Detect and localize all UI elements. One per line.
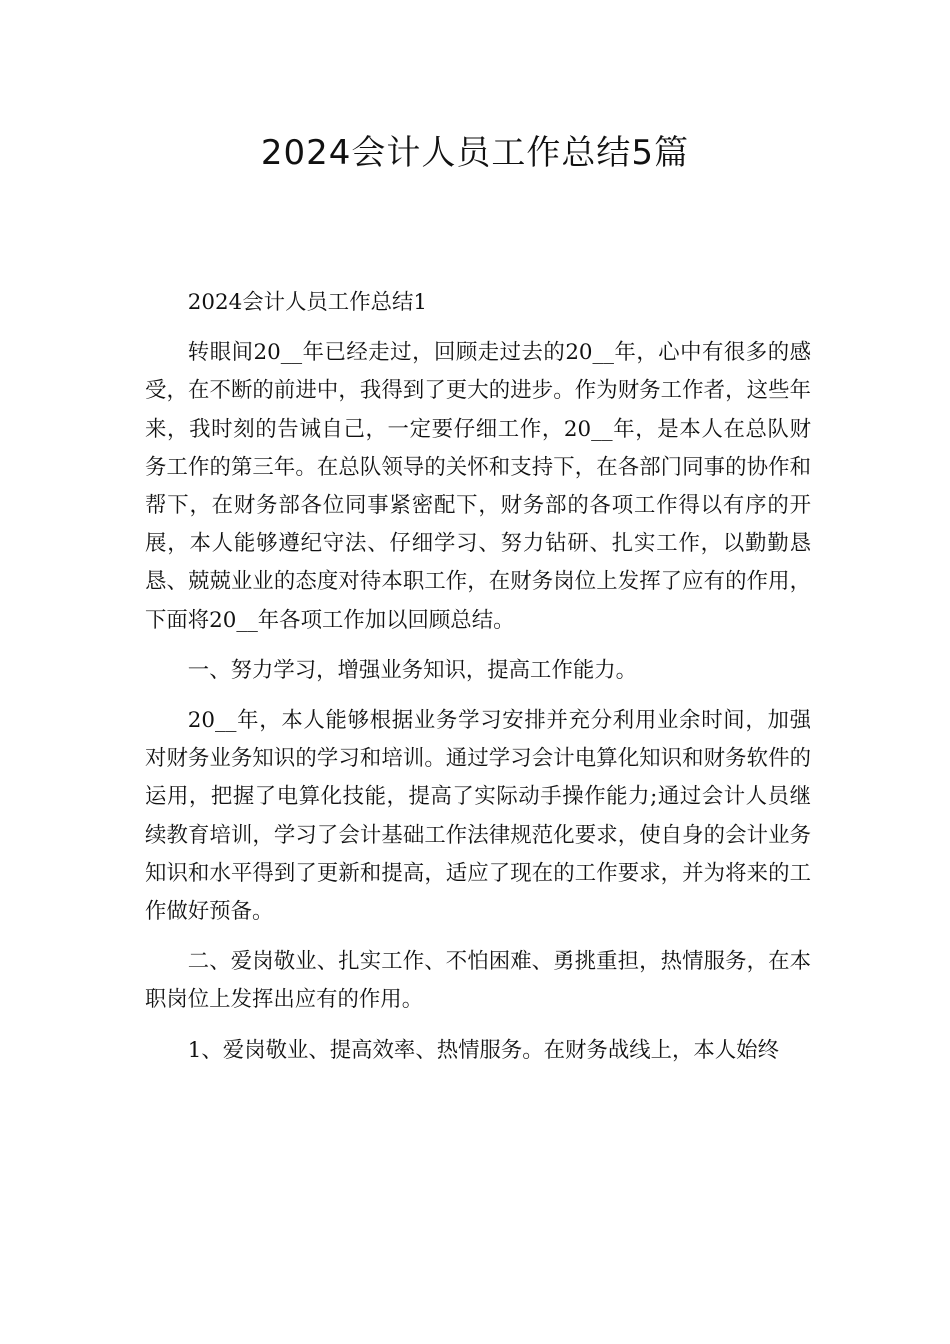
document-title: 2024会计人员工作总结5篇 xyxy=(260,133,690,173)
subsection-heading: 二、爱岗敬业、扎实工作、不怕困难、勇挑重担，热情服务，在本职岗位上发挥出应有的作用。 xyxy=(145,949,811,1013)
document-body xyxy=(145,284,811,1070)
body-paragraph: 1、爱岗敬业、提高效率、热情服务。在财务战线上，本人始终 xyxy=(187,1037,779,1063)
subsection-heading: 一、努力学习，增强业务知识，提高工作能力。 xyxy=(187,657,638,683)
section-heading-1: 2024会计人员工作总结1 xyxy=(187,290,427,315)
body-paragraph: 20__年，本人能够根据业务学习安排并充分利用业余时间，加强对财务业务知识的学习和培训。通过学习会计电算化知识和财务软件的运用，把握了电算化技能，提高了实际动手操作能力;通过会计人员继续教育培训，学习了会计基础工作法律规范化要求，使自身的会计业务知识和水平得到了更新和提高，适应了现在的工作要求，并为将来的工作做好预备。 xyxy=(145,708,811,925)
body-paragraph: 转眼间20__年已经走过，回顾走过去的20__年，心中有很多的感受，在不断的前进中，我得到了更大的进步。作为财务工作者，这些年来，我时刻的告诫自己，一定要仔细工作，20__年，是本人在总队财务工作的第三年。在总队领导的关怀和支持下，在各部门同事的协作和帮下，在财务部各位同事紧密配下，财务部的各项工作得以有序的开展，本人能够遵纪守法、仔细学习、努力钻研、扎实工作，以勤勤恳恳、兢兢业业的态度对待本职工作，在财务岗位上发挥了应有的作用，下面将20__年各项工作加以回顾总结。 xyxy=(145,340,811,633)
